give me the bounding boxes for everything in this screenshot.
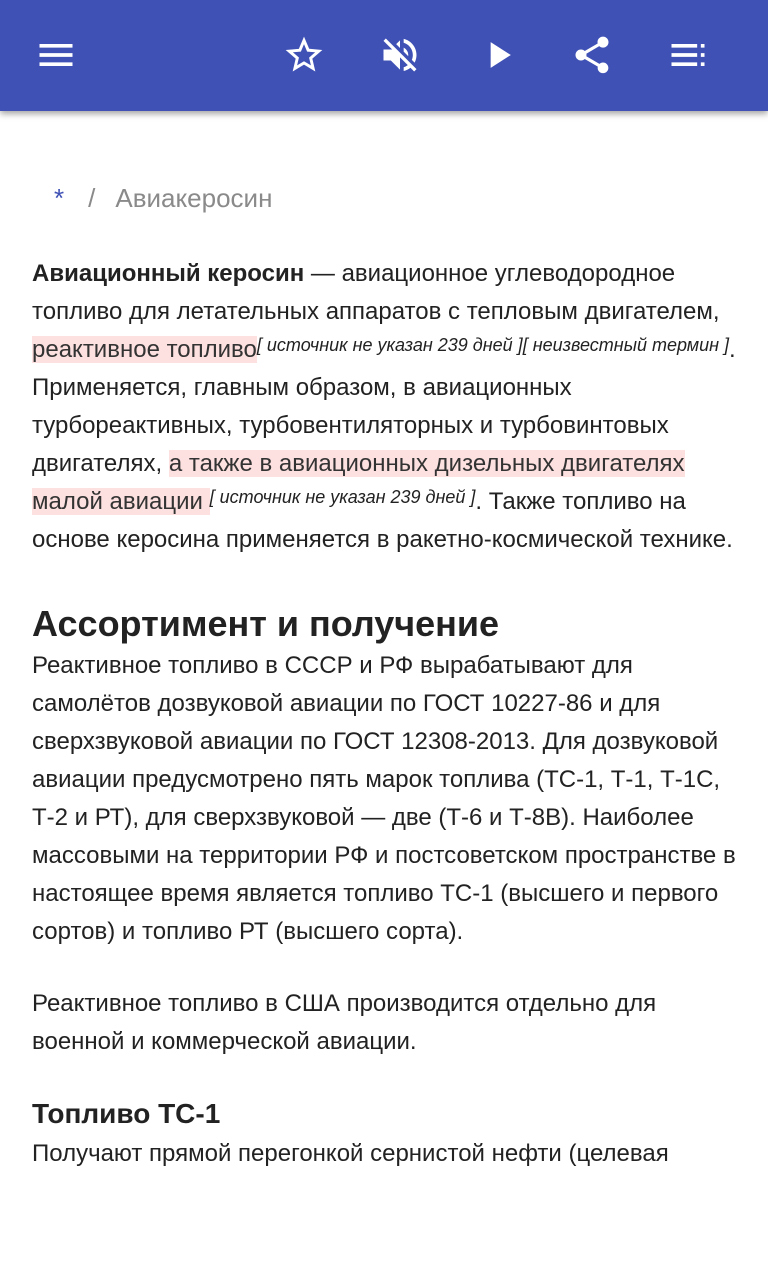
article-content xyxy=(32,111,736,1173)
menu-icon xyxy=(34,33,78,77)
intro-text-1: — авиационное углеводородное топливо для летательных аппаратов с тепловым двигателем, xyxy=(32,260,720,325)
bookmark-button[interactable] xyxy=(280,31,328,79)
section-heading-assortment: Ассортимент и получение xyxy=(32,603,500,644)
intro-bold-term: Авиационный керосин xyxy=(32,260,305,287)
breadcrumb xyxy=(32,178,736,218)
breadcrumb-home-link[interactable]: * xyxy=(54,183,65,213)
toc-button[interactable] xyxy=(664,31,712,79)
intro-text-2: . Применяется, главным образом, в авиационных турбореактивных, турбовентиляторных и турбовинтовых двигателях, xyxy=(32,336,736,477)
section1-paragraph-2: Реактивное топливо в США производится отдельно для военной и коммерческой авиации. xyxy=(32,990,657,1055)
play-button[interactable] xyxy=(474,31,522,79)
link-diesel-engines[interactable]: а также в авиационных дизельных двигателях малой авиации xyxy=(32,450,685,515)
section1-paragraph-1: Реактивное топливо в СССР и РФ вырабатывают для самолётов дозвуковой авиации по ГОСТ 10227-86 и для сверхзвуковой авиации по ГОСТ 12308-2013. Для дозвуковой авиации предусмотрено пять марок топлива (ТС-1, Т-1, Т-1С, Т-2 и РТ), для сверхзвуковой — две (Т-6 и Т-8В). Наиболее массовыми на территории РФ и постсоветском пространстве в настоящее время является топливо ТС-1 (высшего и первого сортов) и топливо РТ (высшего сорта). xyxy=(32,652,736,945)
citation-note-2[interactable]: [ неизвестный термин ] xyxy=(522,335,730,355)
star-icon xyxy=(282,33,326,77)
breadcrumb-separator: / xyxy=(88,183,96,213)
section2-paragraph-1: Получают прямой перегонкой сернистой нефти (целевая xyxy=(32,1140,669,1167)
mute-button[interactable] xyxy=(376,31,424,79)
share-button[interactable] xyxy=(568,31,616,79)
share-icon xyxy=(570,33,614,77)
citation-note-3[interactable]: [ источник не указан 239 дней ] xyxy=(209,487,476,507)
link-reactive-fuel[interactable]: реактивное топливо xyxy=(32,336,257,363)
intro-text-3: . Также топливо на основе керосина применяется в ракетно-космической технике. xyxy=(32,488,733,553)
volume-off-icon xyxy=(378,33,422,77)
citation-note-1[interactable]: [ источник не указан 239 дней ] xyxy=(256,335,523,355)
list-icon xyxy=(666,33,710,77)
menu-button[interactable] xyxy=(32,31,80,79)
play-icon xyxy=(476,33,520,77)
citation-note-1-text: источник не указан 239 дней xyxy=(266,335,513,355)
breadcrumb-current: Авиакеросин xyxy=(115,183,273,213)
app-toolbar xyxy=(0,0,768,111)
citation-note-2-text: неизвестный термин xyxy=(532,335,720,355)
section-heading-ts1: Топливо ТС-1 xyxy=(32,1098,221,1129)
intro-paragraph xyxy=(32,255,736,559)
citation-note-3-text: источник не указан 239 дней xyxy=(219,487,466,507)
